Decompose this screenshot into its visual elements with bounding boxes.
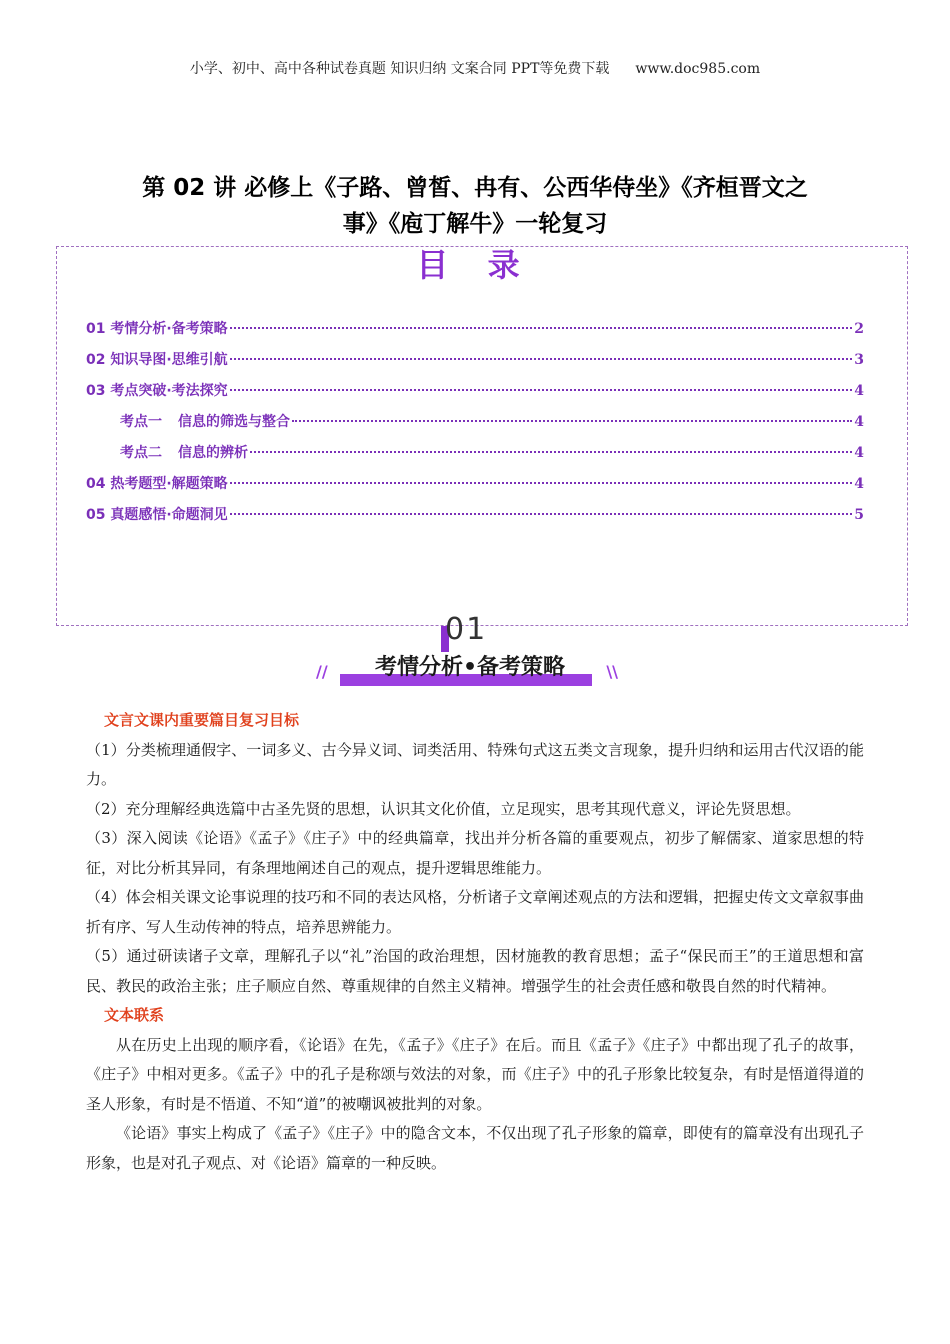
banner-slash-right: \\ [606,662,618,681]
toc-item[interactable] [86,349,864,380]
toc-leader [230,389,853,391]
toc-subitem-num: 考点一 [120,414,162,430]
toc-subitem-title: 信息的筛选与整合 [178,414,290,430]
toc-subitem[interactable] [86,442,864,473]
objective-paragraph: （3）深入阅读《论语》《孟子》《庄子》中的经典篇章，找出并分析各篇的重要观点，初步了解儒家、道家思想的特征，对比分析其异同，有条理地阐述自己的观点，提升逻辑思维能力。 [86,829,864,877]
toc-item-page: 5 [854,507,864,523]
banner-number: 01 [445,612,488,647]
toc-item-page: 4 [854,414,864,430]
toc-item-label: 01 考情分析·备考策略 [86,321,228,337]
objective-paragraph: （4）体会相关课文论事说理的技巧和不同的表达风格，分析诸子文章阐述观点的方法和逻辑，把握史传文文章叙事曲折有序、写人生动传神的特点，培养思辨能力。 [86,888,864,936]
objective-paragraph: （1）分类梳理通假字、一词多义、古今异义词、词类活用、特殊句式这五类文言现象，提升归纳和运用古代汉语的能力。 [86,740,864,788]
title-line-2: 事》《庖丁解牛》一轮复习 [342,211,608,237]
document-title [60,170,890,242]
body-paragraph: 《论语》事实上构成了《孟子》《庄子》中的隐含文本，不仅出现了孔子形象的篇章，即使有的篇章没有出现孔子形象，也是对孔子观点、对《论语》篇章的一种反映。 [86,1124,864,1172]
toc-subitem-title: 信息的辨析 [178,445,248,461]
toc-item-page: 3 [854,352,864,368]
toc-leader [230,513,853,515]
toc-item-label: 03 考点突破·考法探究 [86,383,228,399]
objective-paragraph: （2）充分理解经典选篇中古圣先贤的思想，认识其文化价值，立足现实，思考其现代意义，评论先贤思想。 [86,799,801,818]
toc-item[interactable] [86,380,864,411]
toc-subitem[interactable] [86,411,864,442]
toc-leader [230,327,853,329]
body-paragraph: 从在历史上出现的顺序看，《论语》在先，《孟子》《庄子》在后。而且《孟子》《庄子》中都出现了孔子的故事，《庄子》中相对更多。《孟子》中的孔子是称颂与效法的对象，而《庄子》中的孔子形象比较复杂，有时是悟道得道的圣人形象，有时是不悟道、不知“道”的被嘲讽被批判的对象。 [86,1035,864,1113]
section-heading: 文言文课内重要篇目复习目标 [104,711,300,729]
page-header [0,58,950,78]
toc-item[interactable] [86,473,864,504]
toc-heading: 目 录 [416,246,534,284]
header-url[interactable]: www.doc985.com [635,61,761,77]
toc-list [86,318,864,535]
section-heading: 文本联系 [104,1006,165,1024]
title-line-1: 第 02 讲 必修上《子路、曾皙、冉有、公西华侍坐》《齐桓晋文之 [142,175,808,201]
objective-paragraph: （5）通过研读诸子文章，理解孔子以“礼”治国的政治理想，因材施教的教育思想；孟子“保民而王”的王道思想和富民、教民的政治主张；庄子顺应自然、尊重规律的自然主义精神。增强学生的社会责任感和敬畏自然的时代精神。 [86,947,864,995]
toc-leader [230,482,853,484]
toc-item-page: 4 [854,383,864,399]
header-text: 小学、初中、高中各种试卷真题 知识归纳 文案合同 PPT等免费下载 [189,61,610,77]
toc-item-label: 04 热考题型·解题策略 [86,476,228,492]
toc-leader [292,420,852,422]
toc-item-page: 2 [854,321,864,337]
main-content [86,706,864,1178]
toc-item[interactable] [86,318,864,349]
toc-item-label: 02 知识导图·思维引航 [86,352,228,368]
banner-slash-left: // [316,662,328,681]
toc-item-label [120,442,248,462]
section-banner [316,612,620,692]
toc-item-label: 05 真题感悟·命题洞见 [86,507,228,523]
toc-leader [250,451,852,453]
toc-item[interactable] [86,504,864,535]
toc-item-page: 4 [854,445,864,461]
toc-subitem-num: 考点二 [120,445,162,461]
toc-item-label [120,411,290,431]
banner-label: 考情分析•备考策略 [374,655,566,680]
toc-item-page: 4 [854,476,864,492]
toc-leader [230,358,853,360]
